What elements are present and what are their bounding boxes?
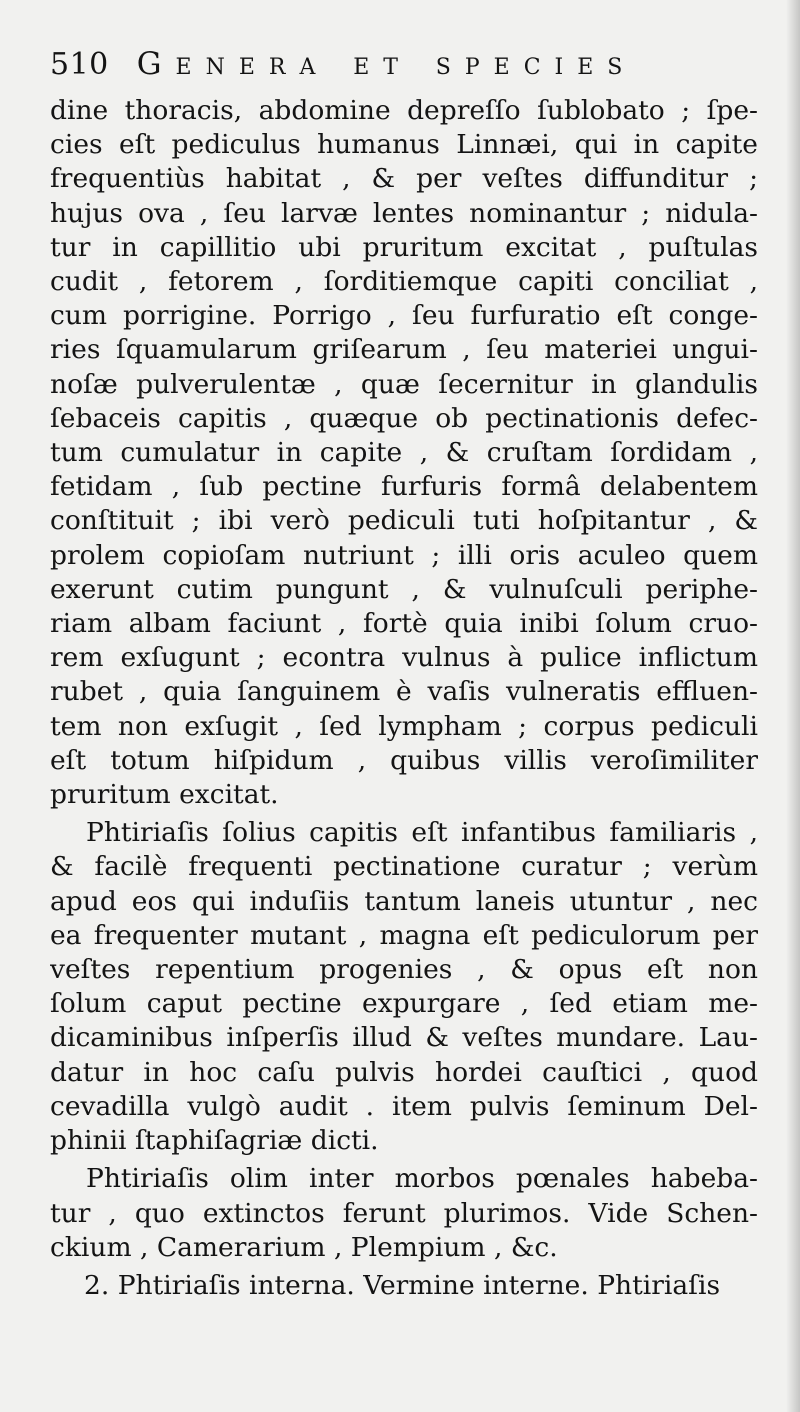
text-line: eſt totum hiſpidum , quibus villis veroſimiliter (50, 744, 758, 776)
text-line: conſtituit ; ibi verò pediculi tuti hoſpitantur , & (50, 505, 758, 537)
text-line: dine thoracis, abdomine depreſſo ſublobato ; ſpe- (50, 95, 758, 126)
running-title: Genera et species (136, 46, 637, 82)
text-line: ſebaceis capitis , quæque ob pectinationis defec- (50, 402, 758, 434)
text-line: cies eſt pediculus humanus Linnæi, qui in capite (50, 129, 758, 161)
text-line: ries ſquamularum griſearum , ſeu materiei ungui- (50, 334, 758, 366)
text-line: Phtiriaſis olim inter morbos pœnales habeba- (86, 1163, 758, 1195)
text-line: pruritum excitat. (50, 779, 279, 811)
paragraph-4 (50, 1269, 758, 1303)
text-line: apud eos qui induſiis tantum laneis utuntur , nec (50, 885, 758, 917)
text-line: noſæ pulverulentæ , quæ ſecernitur in glandulis (50, 368, 758, 400)
body-text (50, 94, 758, 1303)
text-line: frequentiùs habitat , & per veſtes diffunditur ; (50, 163, 758, 195)
text-line: tum cumulatur in capite , & cruſtam ſordidam , (50, 437, 758, 469)
text-line: veſtes repentium progenies , & opus eſt non (50, 954, 758, 986)
text-line: tur in capillitio ubi pruritum excitat , puſtulas (50, 231, 758, 263)
paragraph-1 (50, 94, 758, 812)
text-line: ea frequenter mutant , magna eſt pediculorum per (50, 919, 758, 951)
page-number: 510 (50, 47, 109, 82)
text-line: tur , quo extinctos ferunt plurimos. Vide Schen- (50, 1197, 758, 1229)
text-line: hujus ova , ſeu larvæ lentes nominantur ; nidula- (50, 197, 758, 229)
text-line: Phtiriaſis ſolius capitis eſt infantibus familiaris , (86, 817, 758, 849)
text-line: prolem copioſam nutriunt ; illi oris aculeo quem (50, 539, 758, 571)
text-line: & facilè frequenti pectinatione curatur ; verùm (50, 851, 758, 883)
text-line: ckium , Camerarium , Plempium , &c. (50, 1231, 558, 1263)
section-heading-line: 2. Phtiriaſis interna. Vermine interne. Phtiriaſis (84, 1269, 721, 1301)
text-line: ſolum caput pectine expurgare , ſed etiam me- (50, 988, 758, 1020)
text-line: fetidam , ſub pectine furfuris formâ delabentem (50, 471, 758, 503)
text-line: cevadilla vulgò audit . item pulvis ſeminum Del- (50, 1090, 758, 1122)
text-line: phinii ſtaphiſagriæ dicti. (50, 1125, 379, 1157)
running-head (50, 46, 758, 94)
text-line: cum porrigine. Porrigo , ſeu furfuratio eſt conge- (50, 300, 758, 332)
text-line: tem non exſugit , ſed lympham ; corpus pediculi (50, 710, 758, 742)
text-line: datur in hoc caſu pulvis hordei cauſtici , quod (50, 1056, 758, 1088)
text-line: dicaminibus inſperſis illud & veſtes mundare. Lau- (50, 1022, 758, 1054)
text-line: riam albam faciunt , fortè quia inibi ſolum cruo- (50, 608, 758, 640)
paragraph-3 (50, 1162, 758, 1265)
text-line: rubet , quia ſanguinem è vaſis vulneratis effluen- (50, 676, 758, 708)
paragraph-2 (50, 816, 758, 1158)
text-line: cudit , fetorem , ſorditiemque capiti conciliat , (50, 266, 758, 298)
text-line: rem exſugunt ; econtra vulnus à pulice inflictum (50, 642, 758, 674)
text-line: exerunt cutim pungunt , & vulnuſculi periphe- (50, 573, 758, 605)
